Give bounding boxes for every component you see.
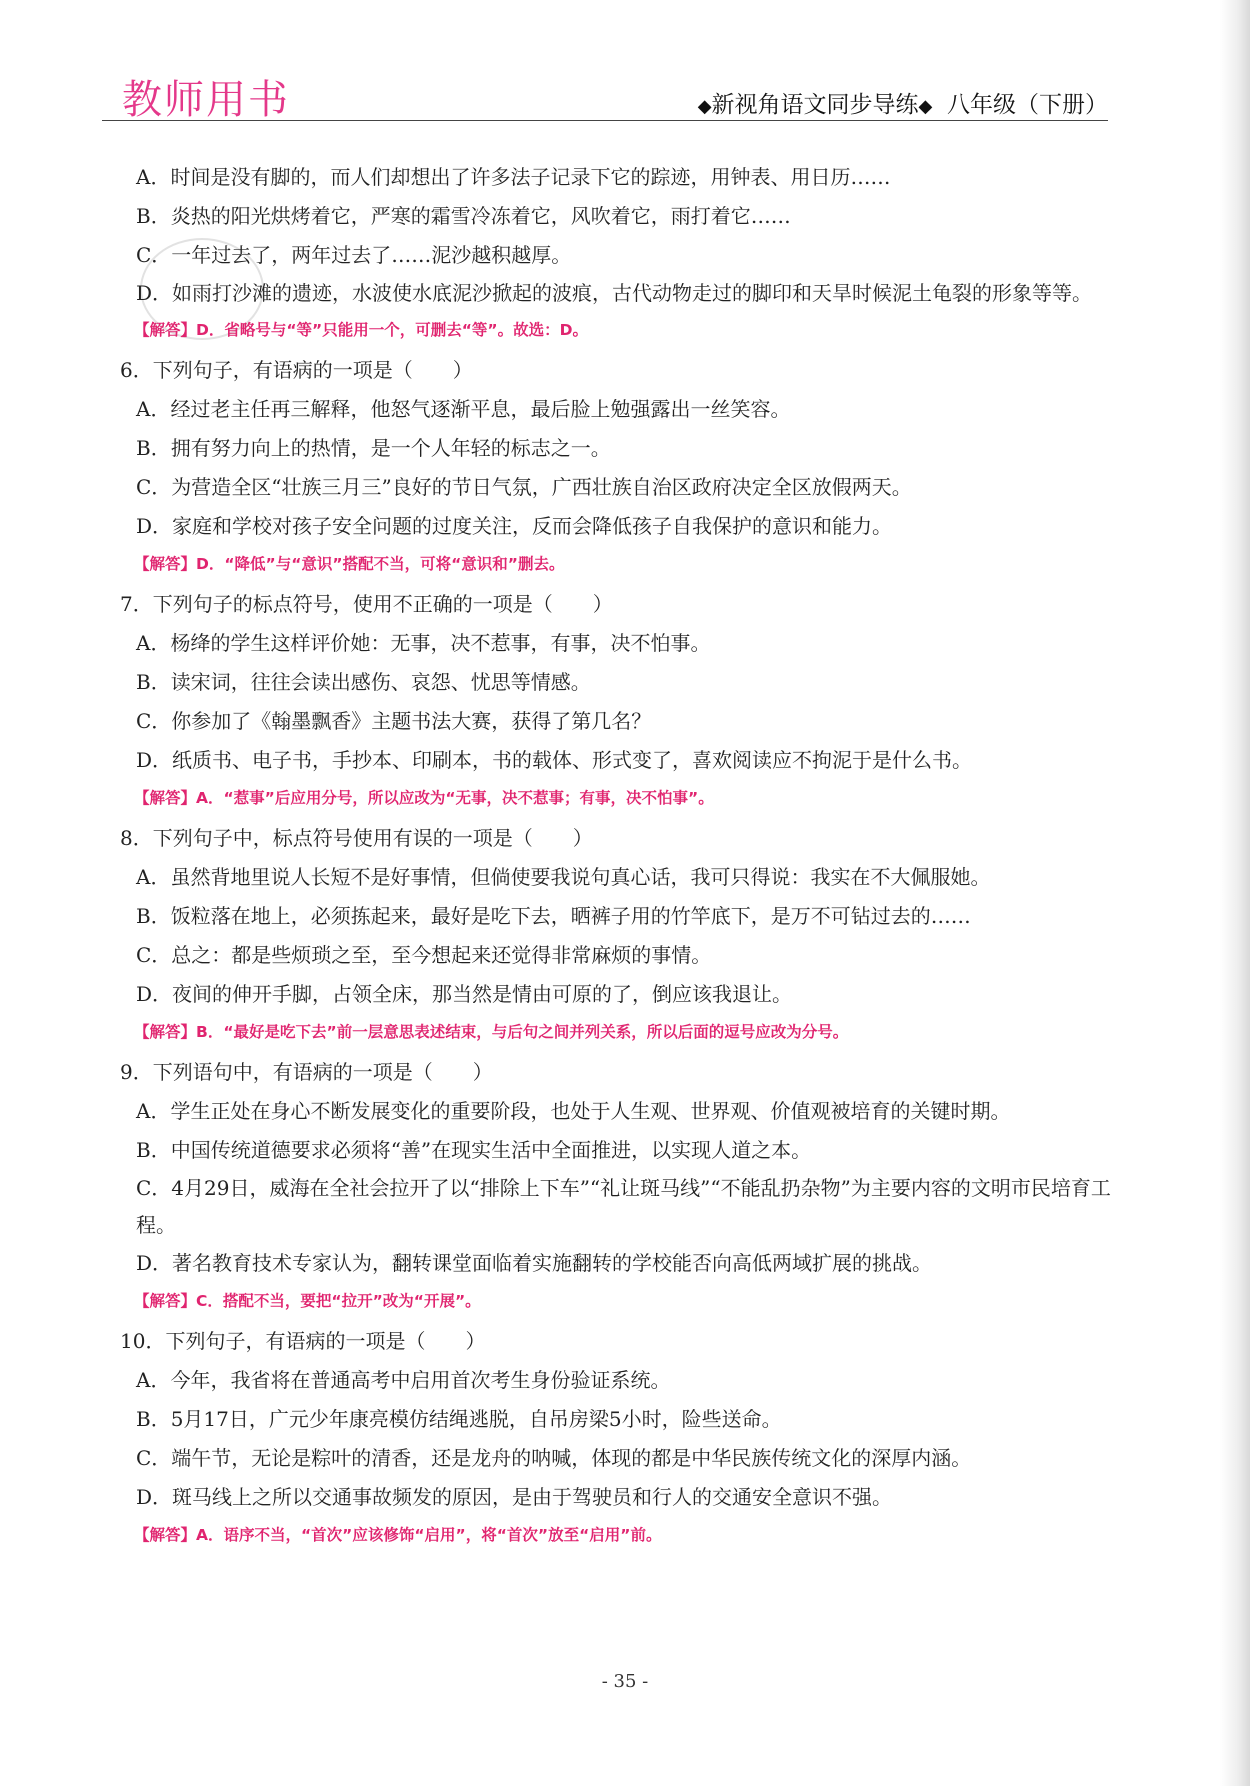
question-10-answer: 【解答】A．语序不当，“首次”应该修饰“启用”，将“首次”放至“启用”前。 <box>134 1526 662 1544</box>
question-10-stem: 10．下列句子，有语病的一项是（ ） <box>120 1329 486 1353</box>
question-10-option-d: D．斑马线上之所以交通事故频发的原因，是由于驾驶员和行人的交通安全意识不强。 <box>136 1485 893 1509</box>
intro-option-c: C．一年过去了，两年过去了……泥沙越积越厚。 <box>136 243 572 267</box>
question-6-stem: 6．下列句子，有语病的一项是（ ） <box>120 358 473 382</box>
question-10-option-c: C．端午节，无论是粽叶的清香，还是龙舟的呐喊，体现的都是中华民族传统文化的深厚内涵。 <box>136 1446 972 1470</box>
page-number: - 35 - <box>601 1671 649 1692</box>
question-9-option-c: C．4月29日，威海在全社会拉开了以“排除上下车”“礼让斑马线”“不能乱扔杂物”为主要内容的文明市民培育工程。 <box>136 1176 1111 1237</box>
question-8-option-c: C．总之：都是些烦琐之至，至今想起来还觉得非常麻烦的事情。 <box>136 943 712 967</box>
question-9-option-a: A．学生正处在身心不断发展变化的重要阶段，也处于人生观、世界观、价值观被培育的关键时期。 <box>136 1099 1011 1123</box>
question-6-option-a: A．经过老主任再三解释，他怒气逐渐平息，最后脸上勉强露出一丝笑容。 <box>136 397 791 421</box>
question-7-answer: 【解答】A．“惹事”后应用分号，所以应改为“无事，决不惹事；有事，决不怕事”。 <box>134 789 714 807</box>
question-7-option-b: B．读宋词，往往会读出感伤、哀怨、忧思等情感。 <box>136 670 591 694</box>
question-10-option-b: B．5月17日，广元少年康亮模仿结绳逃脱，自吊房梁5小时，险些送命。 <box>136 1407 782 1431</box>
question-9-option-b: B．中国传统道德要求必须将“善”在现实生活中全面推进，以实现人道之本。 <box>136 1138 812 1162</box>
question-8-stem: 8．下列句子中，标点符号使用有误的一项是（ ） <box>120 826 593 850</box>
header-divider <box>102 120 1108 121</box>
page-header <box>118 62 1108 122</box>
question-9-answer: 【解答】C．搭配不当，要把“拉开”改为“开展”。 <box>134 1292 481 1310</box>
question-8-option-b: B．饭粒落在地上，必须拣起来，最好是吃下去，晒裤子用的竹竿底下，是万不可钻过去的…… <box>136 904 971 928</box>
question-7-stem: 7．下列句子的标点符号，使用不正确的一项是（ ） <box>120 592 613 616</box>
main-content <box>120 158 1140 1556</box>
question-6-answer: 【解答】D．“降低”与“意识”搭配不当，可将“意识和”删去。 <box>134 555 565 573</box>
question-9-stem: 9．下列语句中，有语病的一项是（ ） <box>120 1060 493 1084</box>
question-7-option-d: D．纸质书、电子书，手抄本、印刷本，书的载体、形式变了，喜欢阅读应不拘泥于是什么书。 <box>136 748 973 772</box>
question-6-option-c: C．为营造全区“壮族三月三”良好的节日气氛，广西壮族自治区政府决定全区放假两天。 <box>136 475 912 499</box>
question-8-option-a: A．虽然背地里说人长短不是好事情，但倘使要我说句真心话，我可只得说：我实在不大佩服她。 <box>136 865 991 889</box>
book-title <box>698 86 1108 119</box>
grade-label: 八年级（下册） <box>947 92 1108 118</box>
question-9-option-d: D．著名教育技术专家认为，翻转课堂面临着实施翻转的学校能否向高低两域扩展的挑战。 <box>136 1251 933 1275</box>
intro-answer: 【解答】D．省略号与“等”只能用一个，可删去“等”。故选：D。 <box>134 321 588 339</box>
diamond-icon: ◆ <box>697 96 712 117</box>
question-6-option-b: B．拥有努力向上的热情，是一个人年轻的标志之一。 <box>136 436 611 460</box>
diamond-icon: ◆ <box>918 96 933 117</box>
book-title-text: 新视角语文同步导练 <box>711 92 919 118</box>
intro-option-b: B．炎热的阳光烘烤着它，严寒的霜雪冷冻着它，风吹着它，雨打着它…… <box>136 204 791 228</box>
intro-option-d: D．如雨打沙滩的遗迹，水波使水底泥沙掀起的波痕，古代动物走过的脚印和天旱时候泥土龟裂的形象等等。 <box>136 281 1093 305</box>
question-8-option-d: D．夜间的伸开手脚，占领全床，那当然是情由可原的了，倒应该我退让。 <box>136 982 793 1006</box>
question-10-option-a: A．今年，我省将在普通高考中启用首次考生身份验证系统。 <box>136 1368 671 1392</box>
question-6-option-d: D．家庭和学校对孩子安全问题的过度关注，反而会降低孩子自我保护的意识和能力。 <box>136 514 893 538</box>
question-7-option-a: A．杨绛的学生这样评价她：无事，决不惹事，有事，决不怕事。 <box>136 631 711 655</box>
brand-title: 教师用书 <box>122 77 290 123</box>
intro-option-a: A．时间是没有脚的，而人们却想出了许多法子记录下它的踪迹，用钟表、用日历…… <box>136 165 891 189</box>
question-8-answer: 【解答】B．“最好是吃下去”前一层意思表述结束，与后句之间并列关系，所以后面的逗号应改为分号。 <box>134 1023 849 1041</box>
page-edge-shadow <box>1220 0 1250 1786</box>
question-7-option-c: C．你参加了《翰墨飘香》主题书法大赛，获得了第几名？ <box>136 709 652 733</box>
